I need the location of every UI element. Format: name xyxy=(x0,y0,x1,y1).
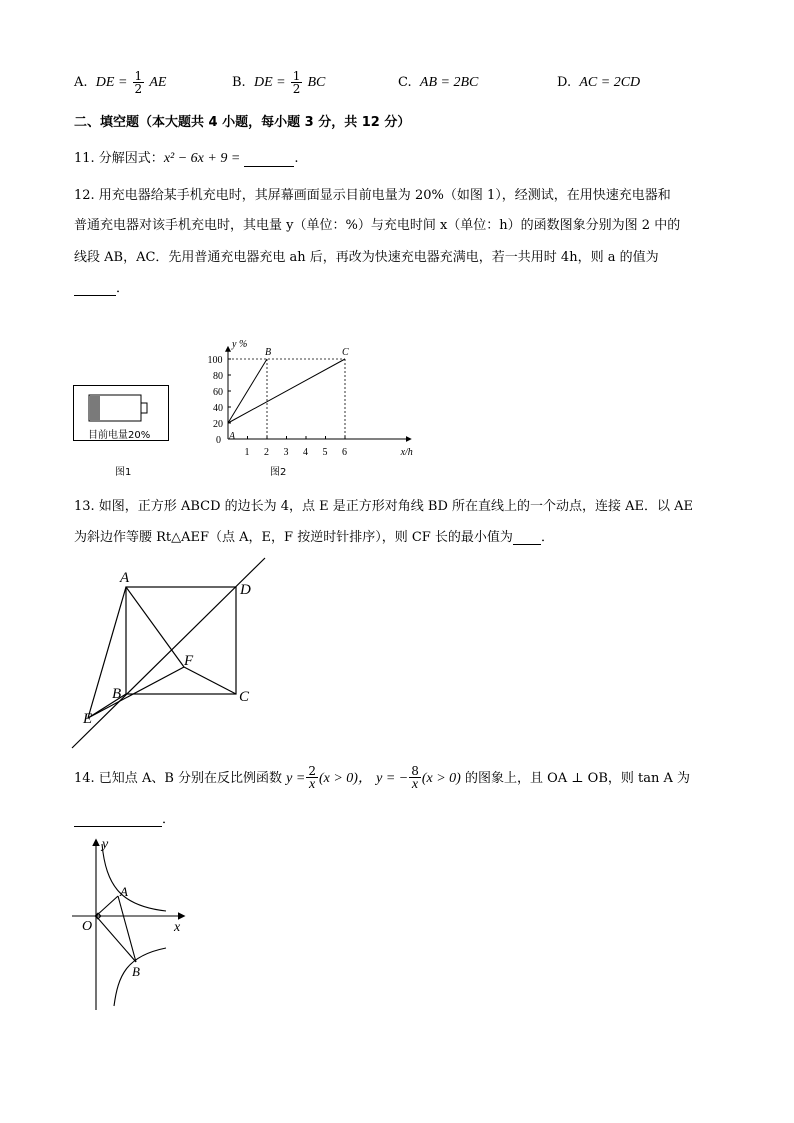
question-12-line3: 线段 AB，AC．先用普通充电器充电 ah 后，再改为快速充电器充满电，若一共用时 4h，则 a 的值为 xyxy=(74,250,659,265)
chart-x-tick-label: 6 xyxy=(342,447,347,458)
label-a: A xyxy=(120,884,128,899)
question-14-line1: 14. 已知点 A、B 分别在反比例函数 y = $\frac{2}{x}$ (x > 0)， y = − $\frac{8}{x}$ (x > 0) 的图象上，且 OA ⊥ OB，则 tan A 为 xyxy=(74,764,691,792)
question-11: 11. 分解因式：x² − 6x + 9 = . xyxy=(74,151,299,166)
option-a: A. DE = $\frac{1}{2}$ AE xyxy=(74,69,167,96)
question-14-line2: ． xyxy=(74,808,175,827)
answer-blank-11 xyxy=(244,166,294,167)
segment-fc xyxy=(184,667,236,694)
label-a: A xyxy=(120,570,130,586)
battery-label: 目前电量20% xyxy=(88,430,151,441)
chart-x-tick-label: 2 xyxy=(264,447,269,458)
chart-point-label-a: A xyxy=(229,431,236,442)
label-b: B xyxy=(112,686,122,702)
label-b: B xyxy=(132,964,140,979)
label-y: y xyxy=(102,837,109,852)
chart-y-tick-label: 60 xyxy=(213,387,223,398)
answer-blank-12 xyxy=(74,295,116,296)
label-c: C xyxy=(239,689,250,705)
segment-oa xyxy=(96,896,118,916)
chart-x-tick-label: 5 xyxy=(322,447,328,458)
chart-x-tick-label: 4 xyxy=(303,447,308,458)
chart-y-label: y % xyxy=(232,339,248,350)
section-heading: 二、填空题（本大题共 4 小题，每小题 3 分，共 12 分） xyxy=(74,115,411,130)
option-b: B. DE = $\frac{1}{2}$ BC xyxy=(232,69,326,96)
chart-series-ab xyxy=(228,359,267,423)
chart-y-tick-label: 40 xyxy=(213,403,223,414)
question-12-line2: 普通充电器对该手机充电时，其电量 y（单位：%）与充电时间 x（单位：h）的函数图象分别为图 2 中的 xyxy=(74,218,681,233)
chart-point-label-c: C xyxy=(342,347,349,358)
hyperbola-figure xyxy=(66,836,196,1016)
hyperbola-positive xyxy=(102,844,166,911)
answer-blank-14 xyxy=(74,826,162,827)
battery-figure xyxy=(73,385,169,441)
question-13-line2: 为斜边作等腰 Rt△AEF（点 A，E，F 按逆时针排序），则 CF 长的最小值为 ． xyxy=(74,530,554,545)
chart-x-label: x/h xyxy=(400,447,413,458)
chart-y-tick-label: 100 xyxy=(207,355,223,366)
label-d: D xyxy=(240,582,251,598)
option-c: C. AB = 2BC xyxy=(398,75,479,90)
segment-ef xyxy=(88,667,184,718)
chart-x-tick-label: 3 xyxy=(283,447,289,458)
segment-af xyxy=(126,587,184,667)
chart-origin-label: 0 xyxy=(216,435,221,446)
label-e: E xyxy=(83,711,93,727)
chart-point-label-b: B xyxy=(265,347,272,358)
answer-blank-13 xyxy=(513,544,541,545)
hyperbola-negative xyxy=(114,948,166,1006)
charging-chart xyxy=(196,305,413,465)
question-12-line1: 12. 用充电器给某手机充电时，其屏幕画面显示目前电量为 20%（如图 1），经测试，在用快速充电器和 xyxy=(74,188,671,203)
chart-y-tick-label: 80 xyxy=(213,371,223,382)
label-x: x xyxy=(174,920,181,935)
label-f: F xyxy=(184,653,194,669)
figure-2-caption: 图2 xyxy=(270,467,287,478)
figure-1-caption: 图1 xyxy=(115,467,132,478)
chart-series-ac xyxy=(228,359,345,423)
chart-x-tick-label: 1 xyxy=(244,447,250,458)
question-13-line1: 13. 如图，正方形 ABCD 的边长为 4，点 E 是正方形对角线 BD 所在直线上的一个动点，连接 AE．以 AE xyxy=(74,499,694,514)
square-geometry-figure xyxy=(60,552,280,757)
option-d: D. AC = 2CD xyxy=(557,75,641,90)
question-12-line4: ． xyxy=(74,277,129,296)
label-o: O xyxy=(82,919,93,934)
chart-y-tick-label: 20 xyxy=(213,419,223,430)
